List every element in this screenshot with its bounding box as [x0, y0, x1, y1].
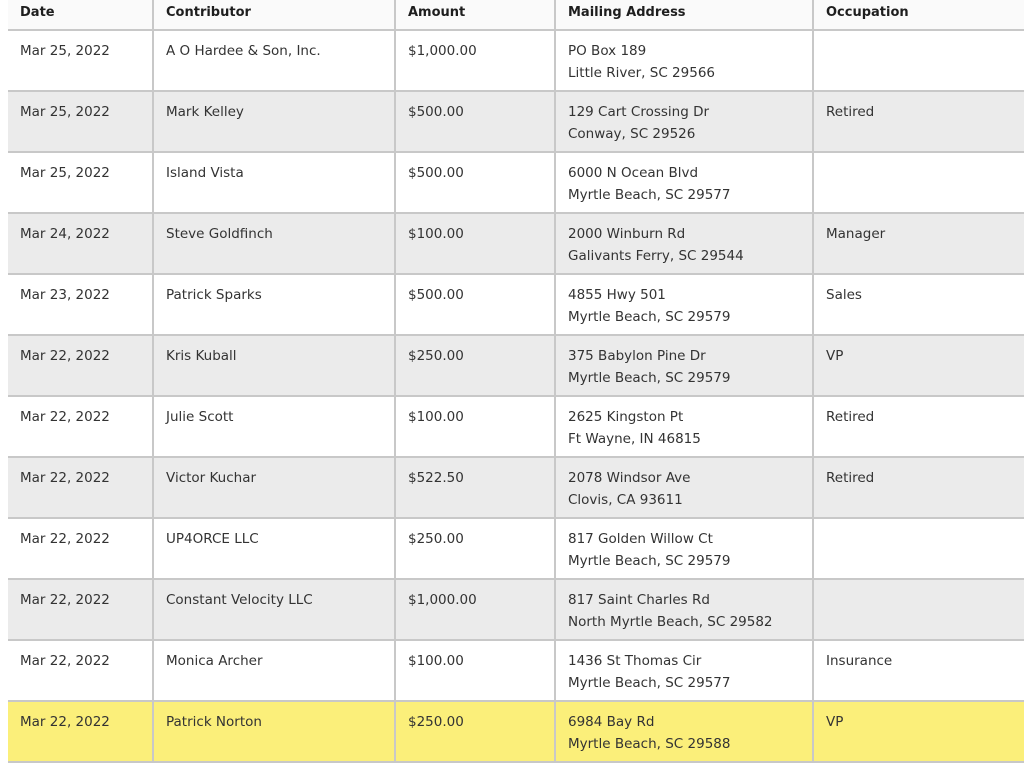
header-occupation[interactable]: Occupation: [813, 0, 1024, 30]
cell-contributor: Constant Velocity LLC: [153, 579, 395, 640]
cell-contributor: Patrick Norton: [153, 701, 395, 762]
table-row: [8, 518, 1024, 579]
cell-date: Mar 25, 2022: [8, 152, 153, 213]
cell-amount: $250.00: [395, 701, 555, 762]
address-street: 129 Cart Crossing Dr: [568, 104, 710, 120]
cell-occupation: Manager: [813, 213, 1024, 274]
cell-mailing-address: [555, 396, 813, 457]
table-row: [8, 335, 1024, 396]
address-street: 1436 St Thomas Cir: [568, 653, 702, 669]
cell-occupation: [813, 152, 1024, 213]
table-row: [8, 274, 1024, 335]
cell-mailing-address: [555, 518, 813, 579]
cell-occupation: VP: [813, 701, 1024, 762]
cell-date: Mar 24, 2022: [8, 213, 153, 274]
address-street: PO Box 189: [568, 43, 647, 59]
address-city-state-zip: Galivants Ferry, SC 29544: [568, 248, 744, 264]
address-street: 817 Golden Willow Ct: [568, 531, 713, 547]
cell-amount: $250.00: [395, 518, 555, 579]
cell-amount: $100.00: [395, 396, 555, 457]
address-city-state-zip: Clovis, CA 93611: [568, 492, 683, 508]
cell-date: Mar 22, 2022: [8, 518, 153, 579]
cell-contributor: UP4ORCE LLC: [153, 518, 395, 579]
cell-occupation: Retired: [813, 457, 1024, 518]
address-city-state-zip: Myrtle Beach, SC 29579: [568, 309, 731, 325]
header-amount[interactable]: Amount: [395, 0, 555, 30]
cell-date: Mar 22, 2022: [8, 457, 153, 518]
address-street: 6984 Bay Rd: [568, 714, 655, 730]
cell-occupation: [813, 579, 1024, 640]
table-row: [8, 91, 1024, 152]
cell-mailing-address: [555, 701, 813, 762]
cell-mailing-address: [555, 213, 813, 274]
cell-amount: $1,000.00: [395, 30, 555, 91]
cell-mailing-address: [555, 579, 813, 640]
address-city-state-zip: North Myrtle Beach, SC 29582: [568, 614, 773, 630]
table-row: [8, 152, 1024, 213]
cell-contributor: Steve Goldfinch: [153, 213, 395, 274]
cell-mailing-address: [555, 274, 813, 335]
table-row: [8, 396, 1024, 457]
table-body: [8, 30, 1024, 762]
cell-date: Mar 22, 2022: [8, 335, 153, 396]
cell-mailing-address: [555, 335, 813, 396]
cell-mailing-address: [555, 457, 813, 518]
cell-contributor: Island Vista: [153, 152, 395, 213]
address-city-state-zip: Ft Wayne, IN 46815: [568, 431, 701, 447]
cell-contributor: Kris Kuball: [153, 335, 395, 396]
cell-mailing-address: [555, 30, 813, 91]
cell-occupation: [813, 518, 1024, 579]
cell-contributor: Patrick Sparks: [153, 274, 395, 335]
cell-amount: $100.00: [395, 213, 555, 274]
table-row: [8, 213, 1024, 274]
cell-contributor: Mark Kelley: [153, 91, 395, 152]
cell-occupation: VP: [813, 335, 1024, 396]
cell-amount: $500.00: [395, 274, 555, 335]
address-street: 4855 Hwy 501: [568, 287, 666, 303]
table-row: [8, 579, 1024, 640]
cell-date: Mar 25, 2022: [8, 30, 153, 91]
address-street: 6000 N Ocean Blvd: [568, 165, 699, 181]
table-row: [8, 640, 1024, 701]
cell-contributor: Victor Kuchar: [153, 457, 395, 518]
cell-mailing-address: [555, 91, 813, 152]
cell-amount: $100.00: [395, 640, 555, 701]
address-street: 375 Babylon Pine Dr: [568, 348, 706, 364]
cell-date: Mar 25, 2022: [8, 91, 153, 152]
cell-amount: $1,000.00: [395, 579, 555, 640]
table-row: [8, 30, 1024, 91]
cell-occupation: Retired: [813, 91, 1024, 152]
address-city-state-zip: Conway, SC 29526: [568, 126, 696, 142]
cell-mailing-address: [555, 640, 813, 701]
address-city-state-zip: Myrtle Beach, SC 29579: [568, 370, 731, 386]
header-contributor[interactable]: Contributor: [153, 0, 395, 30]
address-street: 817 Saint Charles Rd: [568, 592, 710, 608]
address-street: 2078 Windsor Ave: [568, 470, 691, 486]
table-header-row: [8, 0, 1024, 30]
cell-occupation: Retired: [813, 396, 1024, 457]
contributions-table: [8, 0, 1024, 763]
cell-occupation: [813, 30, 1024, 91]
header-mailing-address[interactable]: Mailing Address: [555, 0, 813, 30]
address-city-state-zip: Myrtle Beach, SC 29577: [568, 675, 731, 691]
table-row-highlighted: [8, 701, 1024, 762]
address-city-state-zip: Myrtle Beach, SC 29579: [568, 553, 731, 569]
cell-contributor: Monica Archer: [153, 640, 395, 701]
cell-date: Mar 22, 2022: [8, 579, 153, 640]
cell-occupation: Insurance: [813, 640, 1024, 701]
address-street: 2625 Kingston Pt: [568, 409, 684, 425]
address-city-state-zip: Myrtle Beach, SC 29588: [568, 736, 731, 752]
table-row: [8, 457, 1024, 518]
cell-amount: $500.00: [395, 152, 555, 213]
cell-date: Mar 22, 2022: [8, 701, 153, 762]
cell-date: Mar 22, 2022: [8, 640, 153, 701]
cell-amount: $500.00: [395, 91, 555, 152]
cell-amount: $250.00: [395, 335, 555, 396]
address-city-state-zip: Little River, SC 29566: [568, 65, 715, 81]
cell-contributor: Julie Scott: [153, 396, 395, 457]
cell-contributor: A O Hardee & Son, Inc.: [153, 30, 395, 91]
cell-amount: $522.50: [395, 457, 555, 518]
cell-date: Mar 23, 2022: [8, 274, 153, 335]
address-street: 2000 Winburn Rd: [568, 226, 686, 242]
address-city-state-zip: Myrtle Beach, SC 29577: [568, 187, 731, 203]
cell-date: Mar 22, 2022: [8, 396, 153, 457]
cell-occupation: Sales: [813, 274, 1024, 335]
header-date[interactable]: Date: [8, 0, 153, 30]
cell-mailing-address: [555, 152, 813, 213]
